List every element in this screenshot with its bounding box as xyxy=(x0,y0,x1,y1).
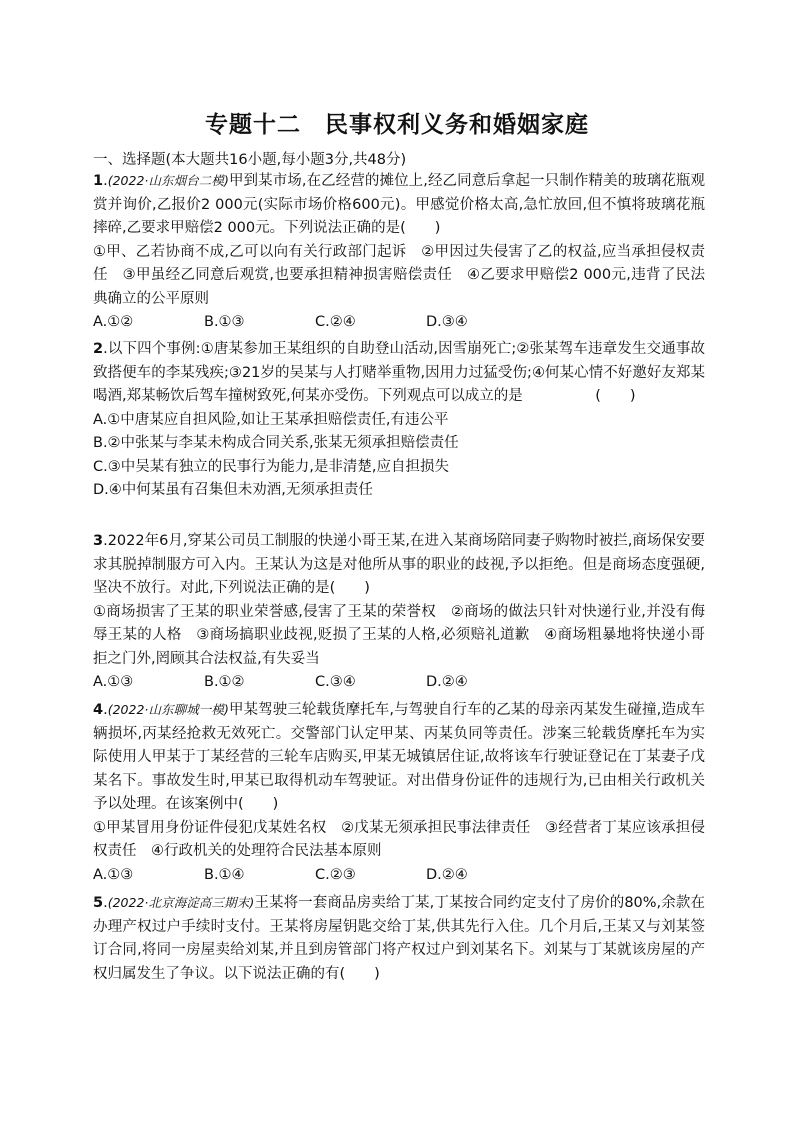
question-text: .以下四个事例:①唐某参加王某组织的自助登山活动,因雪崩死亡;②张某驾车违章发生交通事故致搭便车的李某残疾;③21岁的吴某与人打赌举重物,因用力过猛受伤;④何某心情不好邀好友郑某喝酒,郑某畅饮后驾车撞树致死,何某亦受伤。下列观点可以成立的是 ( ) xyxy=(93,341,705,404)
choice-d[interactable]: D.②④ xyxy=(426,866,468,883)
choice-c[interactable]: C.②④ xyxy=(315,314,356,330)
question-number: 5 xyxy=(93,895,104,911)
answer-choices xyxy=(93,671,705,695)
question-source: (2022·山东聊城一模) xyxy=(107,702,229,717)
choice-c[interactable]: C.③④ xyxy=(315,674,356,690)
question-number: 1 xyxy=(93,173,104,189)
question-source: (2022·北京海淀高三期末) xyxy=(107,895,255,910)
question-source: (2022·山东烟台二模) xyxy=(107,173,229,188)
question-4 xyxy=(93,698,705,887)
question-stem xyxy=(93,530,705,601)
question-5 xyxy=(93,891,705,986)
question-stem: 5.(2022·北京海淀高三期末)王某将一套商品房卖给丁某,丁某按合同约定支付了房价的80%,余款在办理产权过户手续时支付。王某将房屋钥匙交给丁某,供其先行入住。几个月后,王某又与刘某签订合同,将同一房屋卖给刘某,并且到房管部门将产权过户到刘某名下。刘某与丁某就该房屋的产权归属发生了争议。以下说法正确的有( ) xyxy=(93,895,705,982)
question-2 xyxy=(93,338,705,503)
question-number: 4 xyxy=(93,702,104,718)
answer-choices xyxy=(93,864,705,888)
question-statements: ①甲、乙若协商不成,乙可以向有关行政部门起诉 ②甲因过失侵害了乙的权益,应当承担侵权责任 ③甲虽经乙同意后观赏,也要承担精神损害赔偿责任 ④乙要求甲赔偿2 000元,违背了民法典确立的公平原则 xyxy=(93,243,705,307)
choice-d[interactable]: D.③④ xyxy=(426,314,468,330)
question-statements: ①商场损害了王某的职业荣誉感,侵害了王某的荣誉权 ②商场的做法只针对快递行业,并没有侮辱王某的人格 ③商场搞职业歧视,贬损了王某的人格,必须赔礼道歉 ④商场粗暴地将快递小哥拒之门外,罔顾其合法权益,有失妥当 xyxy=(93,603,705,667)
answer-choices xyxy=(93,311,705,335)
option-d[interactable]: D.④中何某虽有召集但未劝酒,无须承担责任 xyxy=(93,482,373,498)
choice-b[interactable]: B.①④ xyxy=(204,866,245,883)
choice-b[interactable]: B.①② xyxy=(204,674,245,690)
question-number: 2 xyxy=(93,341,104,357)
question-text: 甲某驾驶三轮载货摩托车,与驾驶自行车的乙某的母亲丙某发生碰撞,造成车辆损坏,丙某经抢救无效死亡。交警部门认定甲某、丙某负同等责任。涉案三轮载货摩托车为实际使用人甲某于丁某经营的三轮车店购买,甲某无城镇居住证,故将该车行驶证登记在丁某妻子戊某名下。事故发生时,甲某已取得机动车驾驶证。对出借身份证件的违规行为,已由相关行政机关予以处理。在该案例中( ) xyxy=(93,702,706,812)
option-b[interactable]: B.②中张某与李某未构成合同关系,张某无须承担赔偿责任 xyxy=(93,435,459,451)
choice-a[interactable]: A.①③ xyxy=(93,674,134,690)
question-3 xyxy=(93,530,705,695)
document-title: 专题十二 民事权利义务和婚姻家庭 xyxy=(205,112,589,138)
choice-a[interactable]: A.①③ xyxy=(93,866,134,883)
question-text: .2022年6月,穿某公司员工制服的快递小哥王某,在进入某商场陪同妻子购物时被拦,商场保安要求其脱掉制服方可入内。王某认为这是对他所从事的职业的歧视,予以拒绝。但是商场态度强硬,坚决不放行。对此,下列说法正确的是( ) xyxy=(93,533,705,596)
option-a[interactable]: A.①中唐某应自担风险,如让王某承担赔偿责任,有违公平 xyxy=(93,411,449,428)
choice-a[interactable]: A.①② xyxy=(93,314,134,330)
question-stem xyxy=(93,338,705,409)
question-text: 王某将一套商品房卖给丁某,丁某按合同约定支付了房价的80%,余款在办理产权过户手续时支付。王某将房屋钥匙交给丁某,供其先行入住。几个月后,王某又与刘某签订合同,将同一房屋卖给刘某,并且到房管部门将产权过户到刘某名下。刘某与丁某就该房屋的产权归属发生了争议。以下说法正确的有( ) xyxy=(93,895,705,982)
choice-b[interactable]: B.①③ xyxy=(204,314,245,330)
question-1 xyxy=(93,169,705,335)
question-number: 3 xyxy=(93,533,104,549)
choice-c[interactable]: C.②③ xyxy=(315,866,356,883)
section-heading: 一、选择题(本大题共16小题,每小题3分,共48分) xyxy=(93,152,407,168)
choice-d[interactable]: D.②④ xyxy=(426,674,468,690)
question-stem: 1.(2022·山东烟台二模)甲到某市场,在乙经营的摊位上,经乙同意后拿起一只制作精美的玻璃花瓶观赏并询价,乙报价2 000元(实际市场价格600元)。甲感觉价格太高,急忙放回,但不慎将玻璃花瓶摔碎,乙要求甲赔偿2 000元。下列说法正确的是( ) xyxy=(93,173,706,236)
option-c[interactable]: C.③中吴某有独立的民事行为能力,是非清楚,应自担损失 xyxy=(93,458,449,475)
question-text: 甲到某市场,在乙经营的摊位上,经乙同意后拿起一只制作精美的玻璃花瓶观赏并询价,乙报价2 000元(实际市场价格600元)。甲感觉价格太高,急忙放回,但不慎将玻璃花瓶摔碎,乙要求甲赔偿2 000元。下列说法正确的是( ) xyxy=(93,173,706,236)
question-statements: ①甲某冒用身份证件侵犯戊某姓名权 ②戊某无须承担民事法律责任 ③经营者丁某应该承担侵权责任 ④行政机关的处理符合民法基本原则 xyxy=(93,819,705,859)
question-stem: 4.(2022·山东聊城一模)甲某驾驶三轮载货摩托车,与驾驶自行车的乙某的母亲丙某发生碰撞,造成车辆损坏,丙某经抢救无效死亡。交警部门认定甲某、丙某负同等责任。涉案三轮载货摩托车为实际使用人甲某于丁某经营的三轮车店购买,甲某无城镇居住证,故将该车行驶证登记在丁某妻子戊某名下。事故发生时,甲某已取得机动车驾驶证。对出借身份证件的违规行为,已由相关行政机关予以处理。在该案例中( ) xyxy=(93,702,706,812)
